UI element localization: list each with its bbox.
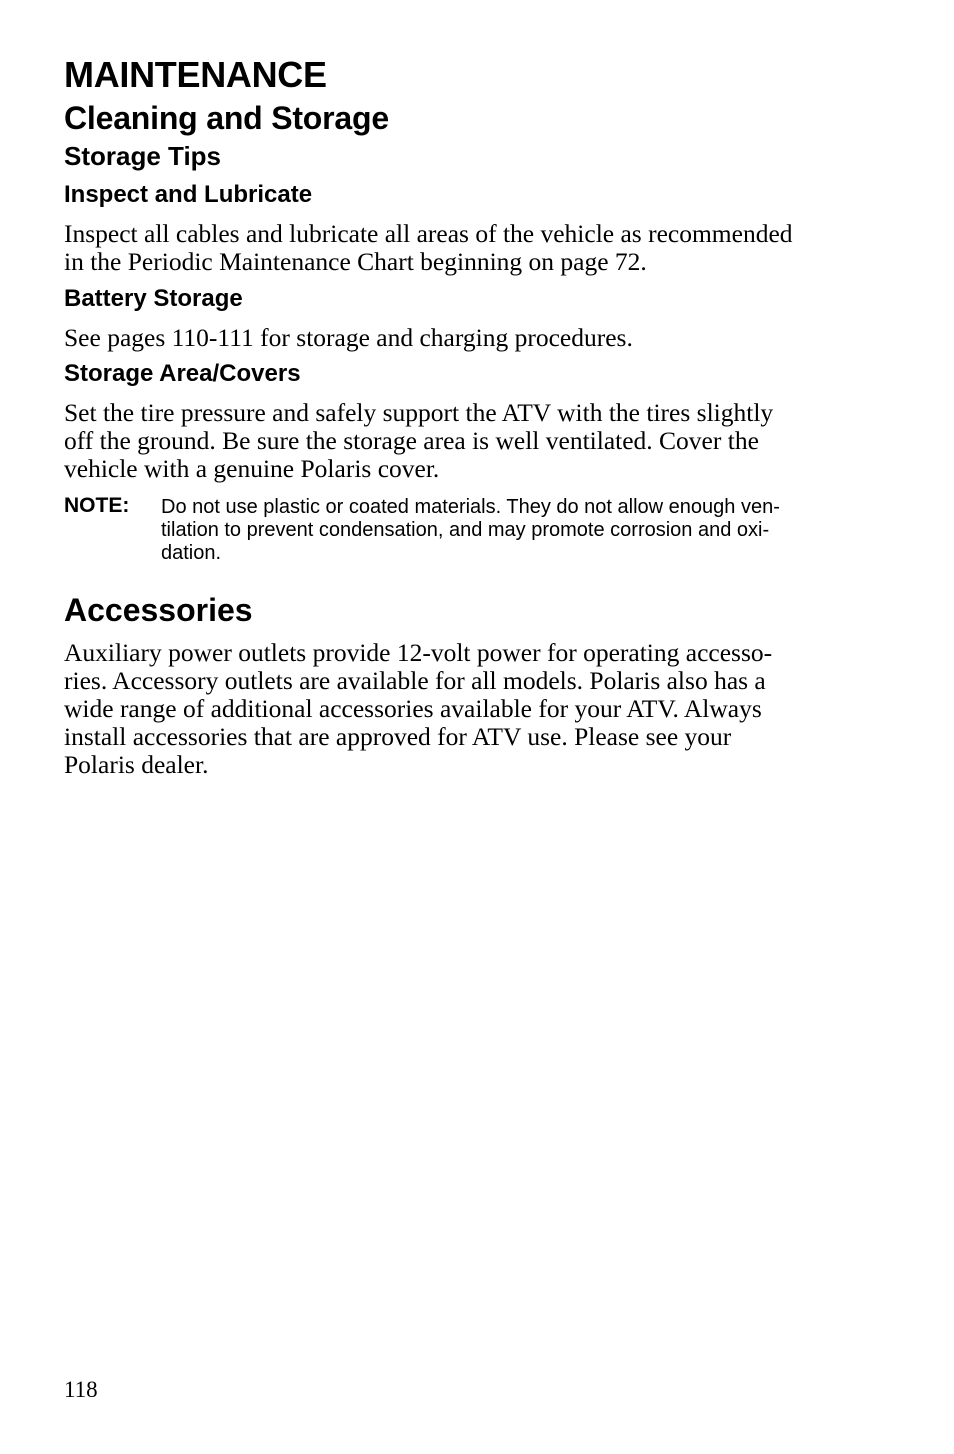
battery-storage-paragraph: See pages 110-111 for storage and charging procedures. xyxy=(64,323,633,352)
page-number: 118 xyxy=(64,1377,98,1402)
inspect-lubricate-heading: Inspect and Lubricate xyxy=(64,181,313,208)
note-text: Do not use plastic or coated materials. They do not allow enough ven- tilation to prevent condensation, and may promote corrosion and oxi- dation. xyxy=(161,496,780,564)
battery-storage-heading: Battery Storage xyxy=(64,285,243,312)
accessories-paragraph: Auxiliary power outlets provide 12-volt power for operating accesso- ries. Accessory outlets are available for all models. Polaris also has a wide range of additional accessories available for your ATV. Always install accessories that are approved for ATV use. Please see your Polaris dealer. xyxy=(64,638,773,779)
section-title: MAINTENANCE xyxy=(64,54,327,95)
subsection-title: Storage Tips xyxy=(64,141,222,171)
accessories-heading: Accessories xyxy=(64,592,253,628)
note-label: NOTE: xyxy=(64,494,130,517)
chapter-title: Cleaning and Storage xyxy=(64,100,389,136)
storage-area-covers-heading: Storage Area/Covers xyxy=(64,360,301,387)
inspect-lubricate-paragraph: Inspect all cables and lubricate all areas of the vehicle as recommended in the Periodic Maintenance Chart beginning on page 72. xyxy=(64,219,793,276)
storage-area-covers-paragraph: Set the tire pressure and safely support the ATV with the tires slightly off the ground. Be sure the storage area is well ventilated. Cover the vehicle with a genuine Polaris cover. xyxy=(64,398,774,483)
